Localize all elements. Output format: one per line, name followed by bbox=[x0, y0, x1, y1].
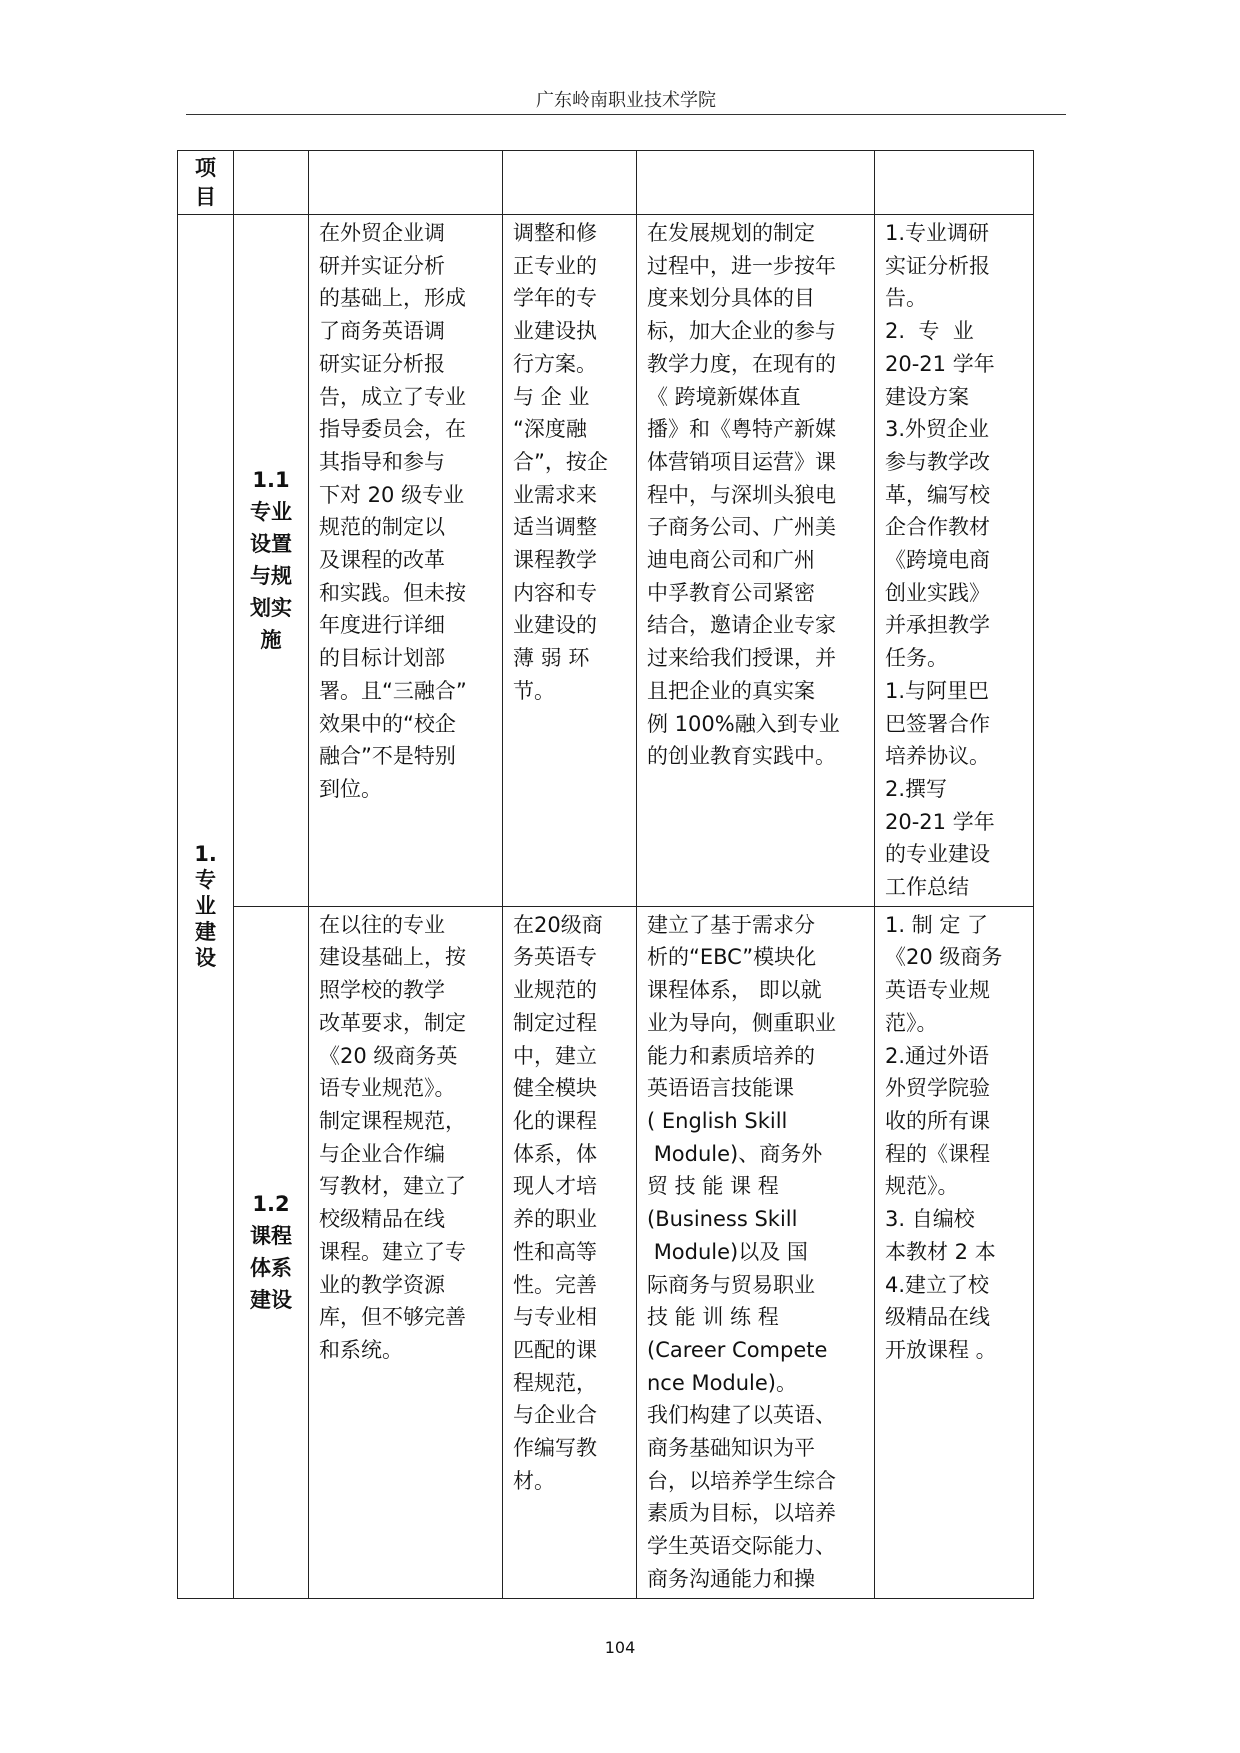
text-line: “深度融 bbox=[513, 417, 587, 442]
text-line: 体系，体 bbox=[513, 1141, 597, 1166]
text-line: 专业 bbox=[250, 500, 292, 525]
text-line: 体系 bbox=[250, 1256, 292, 1281]
text-line: 能力和素质培养的 bbox=[647, 1043, 815, 1068]
text-line: 我们构建了以英语、 bbox=[647, 1403, 836, 1428]
text-line: 与 企 业 bbox=[513, 384, 590, 409]
text-line: 播》和《粤特产新媒 bbox=[647, 417, 836, 442]
text-line: 的创业教育实践中。 bbox=[647, 744, 836, 769]
row-label bbox=[234, 215, 309, 907]
text-line: 4.建立了校 bbox=[885, 1272, 990, 1297]
text-line: 设 bbox=[195, 946, 216, 971]
text-line: 其指导和参与 bbox=[319, 449, 445, 474]
text-line: 度来划分具体的目 bbox=[647, 286, 815, 311]
text-line: 规范》。 bbox=[885, 1174, 959, 1199]
text-line: 业建设执 bbox=[513, 319, 597, 344]
text-line: 贸 技 能 课 程 bbox=[647, 1174, 779, 1199]
text-line: 校级精品在线 bbox=[319, 1207, 445, 1232]
text-line: 作编写教 bbox=[513, 1436, 597, 1461]
text-line: 性和高等 bbox=[513, 1239, 597, 1264]
text-line: 革，编写校 bbox=[885, 482, 990, 507]
text-line: Module)、商务外 bbox=[647, 1141, 823, 1166]
text-line: 指导委员会，在 bbox=[319, 417, 466, 442]
text-line: 培养协议。 bbox=[885, 744, 990, 769]
text-line: 改革要求，制定 bbox=[319, 1010, 466, 1035]
text-line: 且把企业的真实案 bbox=[647, 678, 815, 703]
text-line: 制定过程 bbox=[513, 1010, 597, 1035]
text-line: 商务基础知识为平 bbox=[647, 1436, 815, 1461]
text-line: 中，建立 bbox=[513, 1043, 597, 1068]
text-line: 语专业规范》。 bbox=[319, 1076, 456, 1101]
text-line: 课程。建立了专 bbox=[319, 1239, 466, 1264]
text-line: 《 跨境新媒体直 bbox=[647, 384, 801, 409]
text-line: 课程 bbox=[250, 1224, 292, 1249]
text-line: 程的《课程 bbox=[885, 1141, 990, 1166]
text-line: (Business Skill bbox=[647, 1207, 798, 1232]
text-line: 健全模块 bbox=[513, 1076, 597, 1101]
text-line: 与规 bbox=[250, 564, 292, 589]
text-line: 20-21 学年 bbox=[885, 351, 995, 376]
text-line: 划实 bbox=[250, 596, 292, 621]
text-line: 过程中，进一步按年 bbox=[647, 253, 836, 278]
text-line: 建设基础上，按 bbox=[319, 945, 466, 970]
text-line: 适当调整 bbox=[513, 515, 597, 540]
text-line: 程中，与深圳头狼电 bbox=[647, 482, 836, 507]
row-label bbox=[234, 906, 309, 1598]
text-line: 效果中的“校企 bbox=[319, 711, 456, 736]
text-line: 英语专业规 bbox=[885, 978, 990, 1003]
text-line: 1.2 bbox=[252, 1192, 290, 1217]
header-cell-empty bbox=[875, 151, 1034, 215]
text-line: 本教材 2 本 bbox=[885, 1239, 996, 1264]
text-line: 程规范， bbox=[513, 1370, 597, 1395]
header-cell-empty bbox=[637, 151, 875, 215]
text-line: 和系统。 bbox=[319, 1337, 403, 1362]
text-line: 1. bbox=[194, 842, 217, 867]
text-line: 业 bbox=[195, 894, 216, 919]
text-line: 业的教学资源 bbox=[319, 1272, 445, 1297]
text-line: 范》。 bbox=[885, 1010, 938, 1035]
text-line: 告。 bbox=[885, 286, 927, 311]
text-line: 薄 弱 环 bbox=[513, 646, 590, 671]
text-line: 照学校的教学 bbox=[319, 978, 445, 1003]
text-line: Module)以及 国 bbox=[647, 1239, 808, 1264]
text-line: 标，加大企业的参与 bbox=[647, 319, 836, 344]
text-line: 参与教学改 bbox=[885, 449, 990, 474]
text-line: 在以往的专业 bbox=[319, 912, 445, 937]
text-line: 年度进行详细 bbox=[319, 613, 445, 638]
text-line: 例 100%融入到专业 bbox=[647, 711, 840, 736]
text-line: 署。且“三融合” bbox=[319, 678, 467, 703]
text-line: 建立了基于需求分 bbox=[647, 912, 815, 937]
text-line: 融合”不是特别 bbox=[319, 744, 456, 769]
text-line: 实证分析报 bbox=[885, 253, 990, 278]
header-rule bbox=[186, 114, 1066, 115]
table-header-row bbox=[178, 151, 1034, 215]
text-line: 与企业合 bbox=[513, 1403, 597, 1428]
header-cell-empty bbox=[309, 151, 503, 215]
text-line: 建设 bbox=[250, 1288, 292, 1313]
text-line: 《20 级商务 bbox=[885, 945, 1003, 970]
text-line: 与专业相 bbox=[513, 1305, 597, 1330]
text-line: 3. 自编校 bbox=[885, 1207, 975, 1232]
text-line: 建 bbox=[195, 920, 216, 945]
text-line: nce Module)。 bbox=[647, 1370, 798, 1395]
text-line: 节。 bbox=[513, 678, 555, 703]
text-line: 1.1 bbox=[252, 468, 290, 493]
text-line: 建设方案 bbox=[885, 384, 969, 409]
cell-outcomes bbox=[875, 215, 1034, 907]
text-line: 3.外贸企业 bbox=[885, 417, 990, 442]
text-line: 的基础上，形成 bbox=[319, 286, 466, 311]
text-line: 英语语言技能课 bbox=[647, 1076, 794, 1101]
text-line: 与企业合作编 bbox=[319, 1141, 445, 1166]
text-line: 外贸学院验 bbox=[885, 1076, 990, 1101]
text-line: 开放课程 。 bbox=[885, 1337, 997, 1362]
text-line: 1.与阿里巴 bbox=[885, 678, 990, 703]
text-line: 学年的专 bbox=[513, 286, 597, 311]
text-line: 过来给我们授课，并 bbox=[647, 646, 836, 671]
text-line: 合”，按企 bbox=[513, 449, 608, 474]
page-header-title: 广东岭南职业技术学院 bbox=[536, 90, 716, 111]
text-line: 的目标计划部 bbox=[319, 646, 445, 671]
table-row bbox=[178, 215, 1034, 907]
text-line: 业规范的 bbox=[513, 978, 597, 1003]
text-line: 规范的制定以 bbox=[319, 515, 445, 540]
text-line: 正专业的 bbox=[513, 253, 597, 278]
text-line: 20-21 学年 bbox=[885, 809, 995, 834]
text-line: 创业实践》 bbox=[885, 580, 990, 605]
header-cell-empty bbox=[503, 151, 637, 215]
page-number: 104 bbox=[604, 1638, 636, 1657]
text-line: 库，但不够完善 bbox=[319, 1305, 466, 1330]
text-line: 际商务与贸易职业 bbox=[647, 1272, 815, 1297]
text-line: 任务。 bbox=[885, 646, 948, 671]
text-line: ( English Skill bbox=[647, 1108, 788, 1133]
text-line: 1. 制 定 了 bbox=[885, 912, 989, 937]
text-line: 2.通过外语 bbox=[885, 1043, 990, 1068]
text-line: 并承担教学 bbox=[885, 613, 990, 638]
text-line: 教学力度，在现有的 bbox=[647, 351, 836, 376]
text-line: 体营销项目运营》课 bbox=[647, 449, 836, 474]
text-line: 行方案。 bbox=[513, 351, 597, 376]
text-line: 工作总结 bbox=[885, 875, 969, 900]
text-line: 写教材，建立了 bbox=[319, 1174, 466, 1199]
text-line: 2.撰写 bbox=[885, 776, 948, 801]
text-line: 目 bbox=[195, 185, 216, 209]
text-line: 在20级商 bbox=[513, 912, 603, 937]
text-line: 项 bbox=[195, 156, 216, 180]
text-line: 在外贸企业调 bbox=[319, 221, 445, 245]
text-line: 结合，邀请企业专家 bbox=[647, 613, 836, 638]
cell-measures bbox=[637, 906, 875, 1598]
text-line: 业需求来 bbox=[513, 482, 597, 507]
text-line: 调整和修 bbox=[513, 221, 597, 245]
text-line: 级精品在线 bbox=[885, 1305, 990, 1330]
text-line: 匹配的课 bbox=[513, 1337, 597, 1362]
text-line: 及课程的改革 bbox=[319, 548, 445, 573]
text-line: 化的课程 bbox=[513, 1108, 597, 1133]
cell-improvement bbox=[503, 906, 637, 1598]
text-line: 技 能 训 练 程 bbox=[647, 1305, 779, 1330]
table-row bbox=[178, 906, 1034, 1598]
text-line: 素质为目标，以培养 bbox=[647, 1501, 836, 1526]
text-line: 商务沟通能力和操 bbox=[647, 1566, 815, 1591]
text-line: 业建设的 bbox=[513, 613, 597, 638]
cell-status bbox=[309, 215, 503, 907]
text-line: 巴签署合作 bbox=[885, 711, 990, 736]
text-line: (Career Compete bbox=[647, 1337, 828, 1362]
text-line: 研实证分析报 bbox=[319, 351, 445, 376]
text-line: 析的“EBC”模块化 bbox=[647, 945, 817, 970]
text-line: 告，成立了专业 bbox=[319, 384, 466, 409]
text-line: 专 bbox=[195, 868, 216, 893]
text-line: 收的所有课 bbox=[885, 1108, 990, 1133]
cell-outcomes bbox=[875, 906, 1034, 1598]
cell-status bbox=[309, 906, 503, 1598]
text-line: 中孚教育公司紧密 bbox=[647, 580, 815, 605]
text-line: 业为导向，侧重职业 bbox=[647, 1010, 836, 1035]
evaluation-table bbox=[177, 150, 1034, 1599]
text-line: 材。 bbox=[513, 1468, 555, 1493]
text-line: 现人才培 bbox=[513, 1174, 597, 1199]
text-line: 和实践。但未按 bbox=[319, 580, 466, 605]
text-line: 到位。 bbox=[319, 776, 382, 801]
text-line: 了商务英语调 bbox=[319, 319, 445, 344]
text-line: 台，以培养学生综合 bbox=[647, 1468, 836, 1493]
text-line: 课程体系， 即以就 bbox=[647, 978, 822, 1003]
cell-measures bbox=[637, 215, 875, 907]
text-line: 制定课程规范， bbox=[319, 1108, 466, 1133]
text-line: 在发展规划的制定 bbox=[647, 221, 815, 245]
text-line: 企合作教材 bbox=[885, 515, 990, 540]
text-line: 务英语专 bbox=[513, 945, 597, 970]
section-label bbox=[178, 215, 234, 1599]
text-line: 研并实证分析 bbox=[319, 253, 445, 278]
cell-improvement bbox=[503, 215, 637, 907]
text-line: 内容和专 bbox=[513, 580, 597, 605]
text-line: 《跨境电商 bbox=[885, 548, 990, 573]
text-line: 的专业建设 bbox=[885, 842, 990, 867]
text-line: 《20 级商务英 bbox=[319, 1043, 458, 1068]
text-line: 1.专业调研 bbox=[885, 221, 990, 245]
text-line: 学生英语交际能力、 bbox=[647, 1534, 836, 1559]
text-line: 迪电商公司和广州 bbox=[647, 548, 815, 573]
text-line: 设置 bbox=[250, 532, 292, 557]
text-line: 课程教学 bbox=[513, 548, 597, 573]
text-line: 下对 20 级专业 bbox=[319, 482, 465, 507]
text-line: 2. 专 业 bbox=[885, 319, 974, 344]
header-cell-item bbox=[178, 151, 234, 215]
header-cell-empty bbox=[234, 151, 309, 215]
text-line: 性。完善 bbox=[513, 1272, 597, 1297]
text-line: 施 bbox=[260, 628, 282, 653]
text-line: 养的职业 bbox=[513, 1207, 597, 1232]
text-line: 子商务公司、广州美 bbox=[647, 515, 836, 540]
